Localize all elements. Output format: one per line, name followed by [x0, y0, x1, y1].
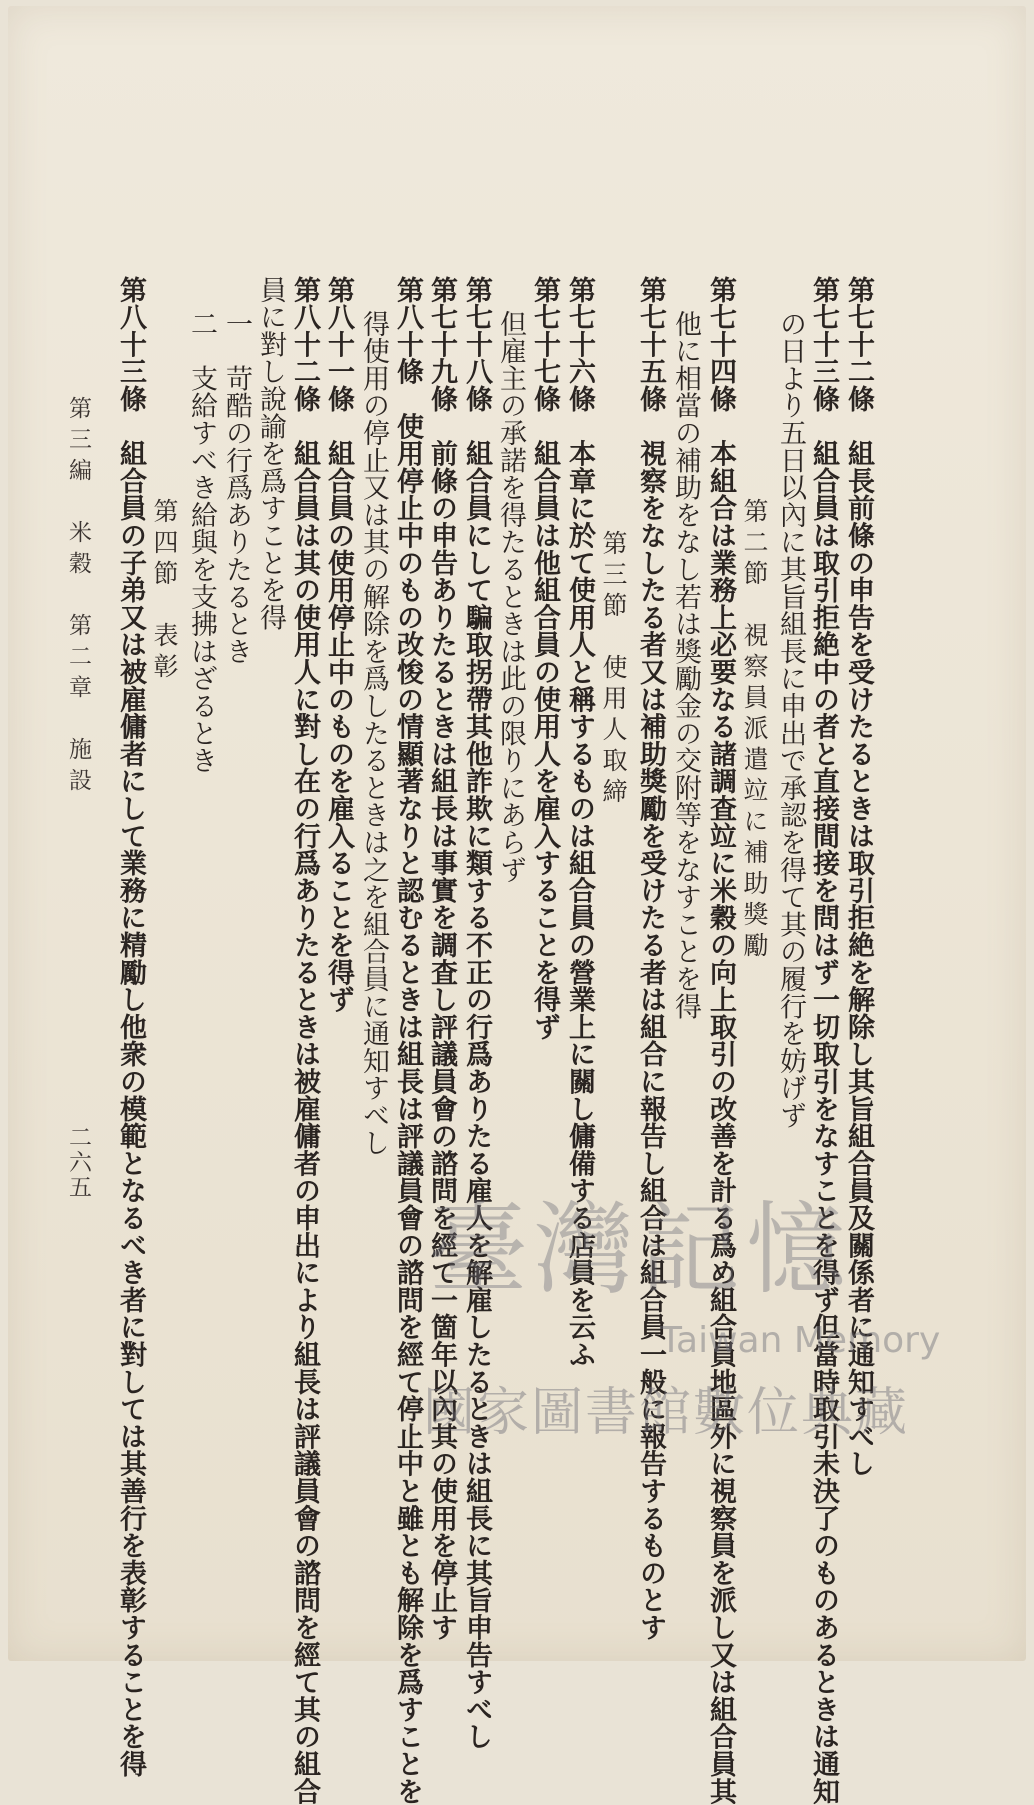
running-head: 第三編 米穀 第二章 施設 [65, 396, 91, 799]
article-73: 第七十三條 組合員は取引拒絶中の者と直接間接を問はず一切取引をなすことを得ず但當時取引未決了のものあるときは通知 [808, 276, 839, 1805]
article-80: 第八十條 使用停止中のもの改悛の情顯著なりと認むるときは組長は評議員會の諮問を經て停止中と雖とも解除を爲すことを [392, 276, 423, 1805]
article-77-proviso: 但雇主の承諾を得たるときは此の限りにあらず [495, 310, 526, 884]
article-75: 第七十五條 視察をなしたる者又は補助獎勵を受けたる者は組合に報告し組合は組合員一般に報告するものとす [635, 276, 666, 1641]
article-72: 第七十二條 組長前條の申告を受けたるときは取引拒絶を解除し其旨組合員及關係者に通知すべし [843, 276, 874, 1478]
national-library-watermark: 國家圖書館數位典藏 [423, 1383, 910, 1443]
article-74-continuation: 他に相當の補助をなし若は獎勵金の交附等をなすことを得 [670, 310, 701, 1020]
taiwan-memory-english-watermark: Taiwan Memory [660, 1320, 941, 1361]
page-number: 二六五 [65, 1125, 91, 1200]
article-79: 第七十九條 前條の申告ありたるときは組長は事實を調査し評議員會の諮問を經て一箇年以內其の使用を停止す [426, 276, 457, 1641]
article-80-continuation: 得使用の停止又は其の解除を爲したるときは之を組合員に通知すべし [358, 310, 389, 1157]
article-78: 第七十八條 組合員にして騙取拐帶其他詐欺に類する不正の行爲ありたる雇人を解雇したるときは組長に其旨申告すべし [461, 276, 492, 1751]
article-82-continuation: 員に對し說諭を爲すことを得 [255, 276, 286, 631]
article-74: 第七十四條 本組合は業務上必要なる諸調査竝に米穀の向上取引の改善を計る爲め組合員地區外に視察員を派し又は組合員其 [705, 276, 736, 1805]
article-77: 第七十七條 組合員は他組合員の使用人を雇入することを得ず [529, 276, 560, 1041]
article-82: 第八十二條 組合員は其の使用人に對し在の行爲ありたるときは被雇傭者の申出により組長は評議員會の諮問を經て其の組合 [289, 276, 320, 1805]
article-76: 第七十六條 本章に於て使用人と稱するものは組合員の營業上に關し傭備する店員を云ふ [564, 276, 595, 1368]
article-73-continuation: の日より五日以內に其旨組長に申出で承認を得て其の履行を妨げず [775, 310, 806, 1129]
section-4-heading: 第四節 表彰 [150, 498, 179, 684]
article-83: 第八十三條 組合員の子弟又は被雇傭者にして業務に精勵し他衆の模範となるべき者に對しては其善行を表彰することを得 [115, 276, 146, 1778]
taiwan-memory-seal-watermark: 臺灣記憶 [428, 1191, 852, 1308]
article-82-item-1: 一 苛酷の行爲ありたるとき [221, 310, 252, 665]
section-3-heading: 第三節 使用人取締 [599, 530, 628, 809]
article-82-item-2: 二 支給すべき給與を支拂はざるとき [186, 310, 217, 775]
article-81: 第八十一條 組合員の使用停止中のものを雇入ることを得ず [323, 276, 354, 1014]
section-2-heading: 第二節 視察員派遣竝に補助獎勵 [740, 498, 769, 963]
